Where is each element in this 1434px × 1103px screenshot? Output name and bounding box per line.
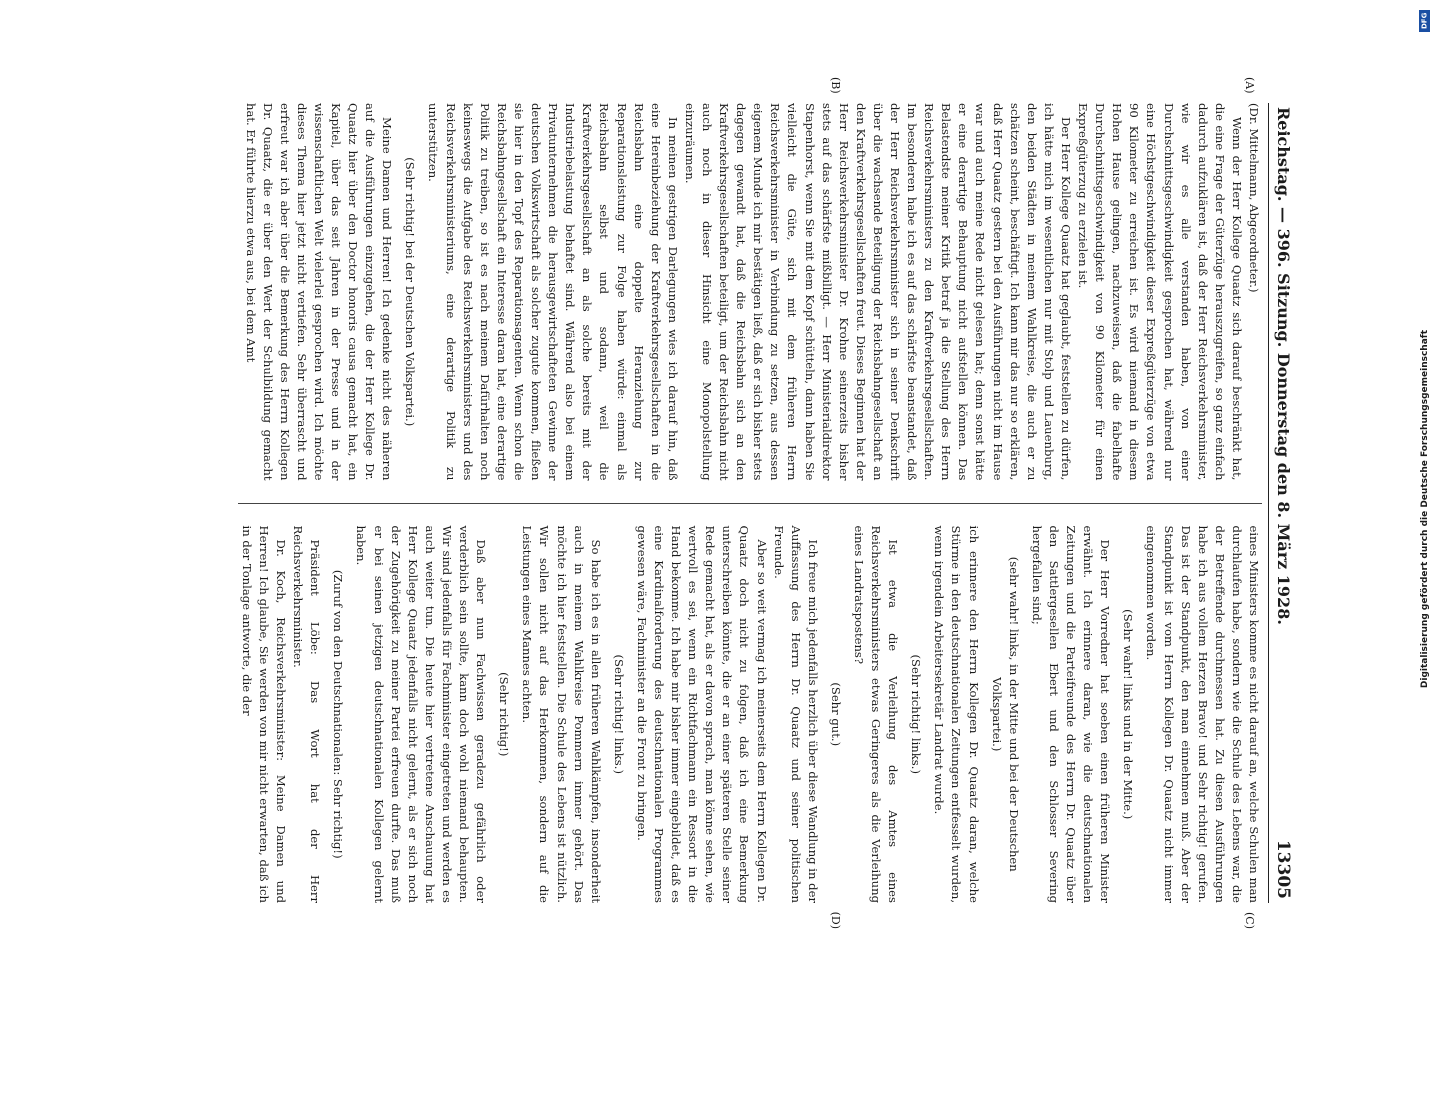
speaker-line: (Dr. Mittelmann, Abgeordneter.) <box>1247 103 1261 293</box>
paragraph: Der Herr Vorredner hat soeben einen früheren Minister erwähnt. Ich erinnere daran, wie die deutschnationalen Zeitungen und die Parteifreunde des Herrn Dr. Quaatz über den Sattlergesellen Ebert und den Schlosser Severing hergefallen sind; <box>1029 525 1113 903</box>
interjection: (Sehr wahr! links und in der Mitte.) <box>1121 609 1136 820</box>
page-number: 13305 <box>1273 839 1293 899</box>
paragraph: eines Ministers komme es nicht darauf an, welche Schulen man durchlaufen habe, sondern wie die Schule des Lebens war, die der Betreffende durchmessen hat. Zu diesen Ausführungen habe ich aus vollem Herzen Bravo! und Sehr richtig! gerufen. Das ist der Standpunkt, den man einnehmen muß. Aber der Standpunkt ist vom Herrn Kollegen Dr. Quaatz nicht immer eingenommen worden. <box>1144 525 1261 903</box>
margin-marker-c: (C) <box>1243 912 1256 929</box>
interjection: (Sehr gut.) <box>828 682 843 747</box>
column-divider <box>238 503 1262 504</box>
paragraph: Aber so weit vermag ich meinerseits dem Herrn Kollegen Dr. Quaatz doch nicht zu folgen, daß ich eine Bemerkung unterschreiben könnte, die er an einer späteren Stelle seiner Rede gemacht hat, als er davon sprach, man könne sehen, wie wertvoll es sei, wenn ein Richtfachmann ein Ressort in die Hand bekomme. Ich habe mir bisher immer eingebildet, daß es eine Kardinalforderung des deutschnationalen Programmes gewesen wäre, Fachminister an die Front zu bringen. <box>634 525 769 903</box>
paragraph: ich erinnere den Herrn Kollegen Dr. Quaatz daran, welche Stürme in den deutschnationalen Zeitungen entfesselt wurden, wenn irgendein Arbeitersekretär Landrat wurde. <box>932 525 981 903</box>
speaker-line: Dr. Koch, Reichsverkehrsminister: Meine Damen und Herren! Ich glaube, Sie werden von mir nicht erwarten, daß ich in der Tonlage antworte, die der <box>239 525 289 903</box>
interjection: (Zuruf von den Deutschnationalen: Sehr richtig!) <box>331 569 346 859</box>
left-column <box>238 103 1262 481</box>
speaker-line: Präsident Löbe: Das Wort hat der Herr Reichsverkehrsminister. <box>291 525 323 903</box>
margin-marker-b: (B) <box>829 77 842 94</box>
paragraph: Ist etwa die Verleihung des Amtes eines Reichsverkehrsministers etwas Geringeres als die Verleihung eines Landratspostens? <box>852 525 901 903</box>
interjection: (Sehr richtig! links.) <box>611 654 626 774</box>
digitization-note: Digitalisierung gefördert durch die Deutsche Forschungsgemeinschaft <box>1420 330 1430 689</box>
paragraph: Wenn der Herr Kollege Quaatz sich darauf beschränkt hat, die eine Frage der Güterzüge herauszugreifen, so ganz einfach dadurch aufzuklären ist, daß der Herr Reichsverkehrsminister, wie wir es alle verstanden haben, von einer Durchschnittsgeschwindigkeit gesprochen hat, während nur eine Höchstgeschwindigkeit dieser Expreßgüterzüge von etwa 90 Kilometer zu erreichen ist. Es wird niemand in diesem Hohen Hause gelingen, nachzuweisen, daß die fabelhafte Durchschnittsgeschwindigkeit von 90 Kilometer für einen Expreßgüterzug zu erzielen ist. <box>1076 103 1244 481</box>
paragraph: Der Herr Kollege Quaatz hat geglaubt, feststellen zu dürfen, ich hätte mich im wesentlichen nur mit Stolp und Lauenburg, den beiden Städten in meinem Wahlkreise, die auch er zu schätzen scheint, beschäftigt. Ich kann mir das nur so erklären, daß Herr Quaatz gestern bei den Ausführungen nicht im Hause war und auch meine Rede nicht gelesen hat; denn sonst hätte er eine derartige Behauptung nicht aufstellen können. Das Belastendste meiner Kritik betraf ja die Stellung des Herrn Reichsverkehrsministers zu den Kraftverkehrsgesellschaften. Im besonderen habe ich es auf das schärfste beanstandet, daß der Herr Reichsverkehrsminister sich in seiner Denkschrift über die wachsende Beteiligung der Reichsbahngesellschaft an den Kraftverkehrsgesellschaften freut. Dieses Beginnen hat der Herr Reichsverkehrsminister Dr. Krohne seinerzeits bisher stets auf das schärfste mißbilligt. — Herr Ministerialdirektor Stapenhorst, wenn Sie mit dem Kopf schütteln, dann haben Sie vielleicht die Güte, sich mit dem früheren Herrn Reichsverkehrsminister in Verbindung zu setzen, aus dessen eigenem Munde ich mir bestätigen ließ, daß er sich bisher stets dagegen gewandt hat, daß die Reichsbahn sich an den Kraftverkehrsgesellschaften beteiligt, um der Reichsbahn nicht auch noch in dieser Hinsicht eine Monopolstellung einzuräumen. <box>682 103 1073 481</box>
rotated-page-wrapper <box>113 77 1293 1103</box>
interjection: (Sehr richtig! links.) <box>909 654 924 774</box>
running-head: Reichstag. — 396. Sitzung. Donnerstag den 8. März 1928. <box>1274 107 1293 625</box>
margin-marker-d: (D) <box>829 911 842 929</box>
text-columns <box>238 77 1262 929</box>
interjection: (sehr wahr! links, in der Mitte und bei der Deutschen Volkspartei.) <box>989 556 1021 872</box>
document-page <box>113 77 1293 929</box>
margin-marker-a: (A) <box>1243 77 1256 94</box>
paragraph: In meinen gestrigen Darlegungen wies ich darauf hin, daß eine Hereinbeziehung der Kraftverkehrsgesellschaften in die Reichsbahn eine doppelte Heranziehung zur Reparationsleistung zur Folge haben würde: einmal als Reichsbahn selbst und sodann, weil die Kraftverkehrsgesellschaft an als solche bereits mit der Industriebelastung behaftet sind. Während also bei einem Privatunternehmen die herausgewirtschafteten Gewinne der deutschen Volkswirtschaft als solcher zugute kommen, fließen sie hier in den Topf des Reparationsagenten. Wenn schon die Reichsbahngesellschaft ein Interesse daran hat, eine derartige Politik zu treiben, so ist es nach meinem Dafürhalten noch keineswegs die Aufgabe des Reichsverkehrsministers und des Reichsverkehrsministeriums, eine derartige Politik zu unterstützen. <box>426 103 680 481</box>
page-header <box>1268 103 1293 903</box>
interjection: (Sehr richtig! bei der Deutschen Volkspartei.) <box>403 157 418 427</box>
paragraph: So habe ich es in allen früheren Wahlkämpfen, insonderheit auch in meinem Wahlkreise Pommern immer gehört. Das möchte ich hier feststellen. Die Schule des Lebens ist nützlich. Wir sollen nicht auf das Herkommen, sondern auf die Leistungen eines Mannes achten. <box>520 525 603 903</box>
paragraph: Meine Damen und Herren! Ich gedenke nicht des näheren auf die Ausführungen einzugehen, die der Herr Kollege Dr. Quaatz hier über den Doctor honoris causa gemacht hat, ein Kapitel, über das seit Jahren in der Presse und in der wissenschaftlichen Welt vielerlei gesprochen wird. Ich möchte dieses Thema hier jetzt nicht vertiefen. Sehr überrascht und erfreut war ich aber über die Bemerkung des Herrn Kollegen Dr. Quaatz, die er über den Wert der Schulbildung gemacht hat. Er führte hierzu etwa aus, bei dem Amt <box>243 103 395 481</box>
right-column <box>238 526 1262 904</box>
dfg-logo: DFG <box>1419 10 1430 32</box>
paragraph: Ich freue mich jedenfalls herzlich über diese Wandlung in der Auffassung des Herrn Dr. Quaatz und seiner politischen Freunde. <box>771 525 820 903</box>
interjection: (Sehr richtig!) <box>497 672 512 757</box>
paragraph: Daß aber nun Fachwissen geradezu gefährlich oder verderblich sein sollte, kann doch wohl niemand behaupten. Wir sind jedenfalls für Fachminister eingetreten und werden es auch weiter tun. Die heute hier vertretene Anschauung hat Herr Kollege Quaatz jedenfalls nicht gelernt, als er sich noch der Zugehörigkeit zu meiner Partei erfreuen durfte. Das muß er bei seinen jetzigen deutschnationalen Kollegen gelernt haben. <box>354 525 489 903</box>
